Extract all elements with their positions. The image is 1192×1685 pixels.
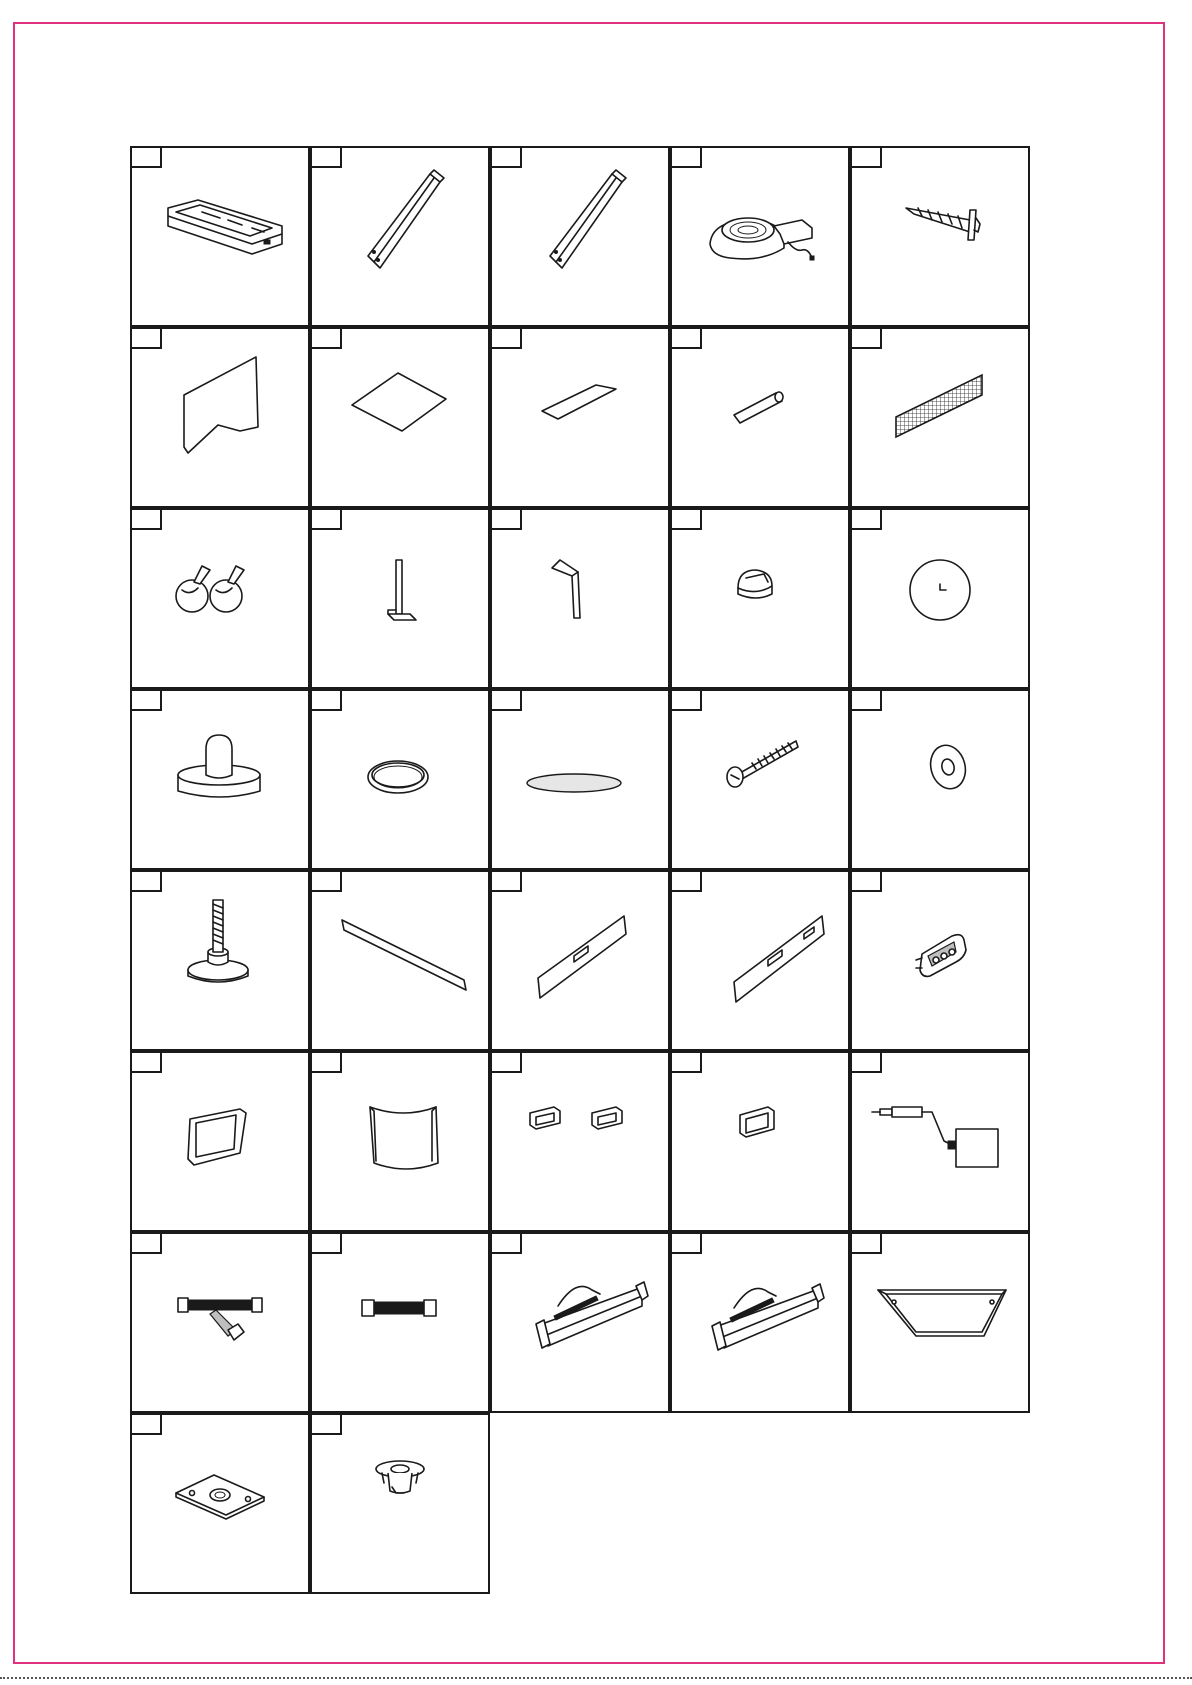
part-cell xyxy=(310,1413,490,1594)
part-cell xyxy=(850,1051,1030,1232)
table-body-icon xyxy=(132,148,308,325)
part-cell xyxy=(850,508,1030,689)
part-cell xyxy=(490,1051,670,1232)
part-cell xyxy=(310,1051,490,1232)
part-cell xyxy=(310,508,490,689)
part-cell xyxy=(850,146,1030,327)
part-cell xyxy=(490,146,670,327)
left-leg-panel-icon xyxy=(312,148,488,325)
long-strip-icon xyxy=(312,872,488,1049)
panel-one-slot-icon xyxy=(492,872,668,1049)
part-cell xyxy=(130,689,310,870)
single-button-icon xyxy=(672,1053,848,1230)
part-cell xyxy=(310,870,490,1051)
clock-face-icon xyxy=(852,510,1028,687)
part-cell xyxy=(490,327,670,508)
part-cell xyxy=(310,327,490,508)
part-cell xyxy=(670,1232,850,1413)
part-cell xyxy=(130,1051,310,1232)
y-cable-icon xyxy=(132,1234,308,1411)
strip-board-icon xyxy=(492,329,668,506)
part-cell xyxy=(670,870,850,1051)
part-cell xyxy=(670,1051,850,1232)
part-cell xyxy=(130,146,310,327)
panel-two-slots-icon xyxy=(672,872,848,1049)
puck-disc-icon xyxy=(492,691,668,868)
extension-cable-icon xyxy=(312,1234,488,1411)
side-panel-icon xyxy=(132,329,308,506)
part-cell xyxy=(850,689,1030,870)
right-leg-panel-icon xyxy=(492,148,668,325)
part-cell xyxy=(130,870,310,1051)
part-cell xyxy=(670,146,850,327)
long-bolt-icon xyxy=(672,691,848,868)
hockey-pusher-icon xyxy=(132,691,308,868)
part-cell xyxy=(670,689,850,870)
curved-guard-icon xyxy=(312,1053,488,1230)
goal-rail-left-icon xyxy=(492,1234,668,1411)
part-cell xyxy=(490,689,670,870)
ring-icon xyxy=(312,691,488,868)
washer-icon xyxy=(852,691,1028,868)
allen-key-icon xyxy=(492,510,668,687)
part-cell xyxy=(130,1232,310,1413)
rod-icon xyxy=(672,329,848,506)
part-cell xyxy=(490,508,670,689)
paddles-icon xyxy=(132,510,308,687)
button-pair-icon xyxy=(492,1053,668,1230)
puck-cap-icon xyxy=(672,510,848,687)
part-cell xyxy=(490,870,670,1051)
square-board-icon xyxy=(312,329,488,506)
part-cell xyxy=(850,327,1030,508)
part-cell xyxy=(670,327,850,508)
bracket-tray-icon xyxy=(852,1234,1028,1411)
part-cell xyxy=(670,508,850,689)
part-cell xyxy=(130,327,310,508)
net-post-icon xyxy=(312,510,488,687)
leveling-foot-icon xyxy=(132,872,308,1049)
bottom-dotted-line xyxy=(0,1677,1192,1679)
net-icon xyxy=(852,329,1028,506)
mounting-plate-icon xyxy=(132,1415,308,1592)
screw-icon xyxy=(852,148,1028,325)
blower-fan-icon xyxy=(672,148,848,325)
goal-rail-right-icon xyxy=(672,1234,848,1411)
part-cell xyxy=(490,1232,670,1413)
part-cell xyxy=(310,689,490,870)
t-nut-icon xyxy=(312,1415,488,1592)
part-cell xyxy=(130,1413,310,1594)
part-cell xyxy=(310,1232,490,1413)
part-cell xyxy=(850,870,1030,1051)
part-cell xyxy=(130,508,310,689)
part-cell xyxy=(310,146,490,327)
switch-plate-icon xyxy=(852,872,1028,1049)
power-adapter-icon xyxy=(852,1053,1028,1230)
part-cell xyxy=(850,1232,1030,1413)
rectangular-frame-icon xyxy=(132,1053,308,1230)
